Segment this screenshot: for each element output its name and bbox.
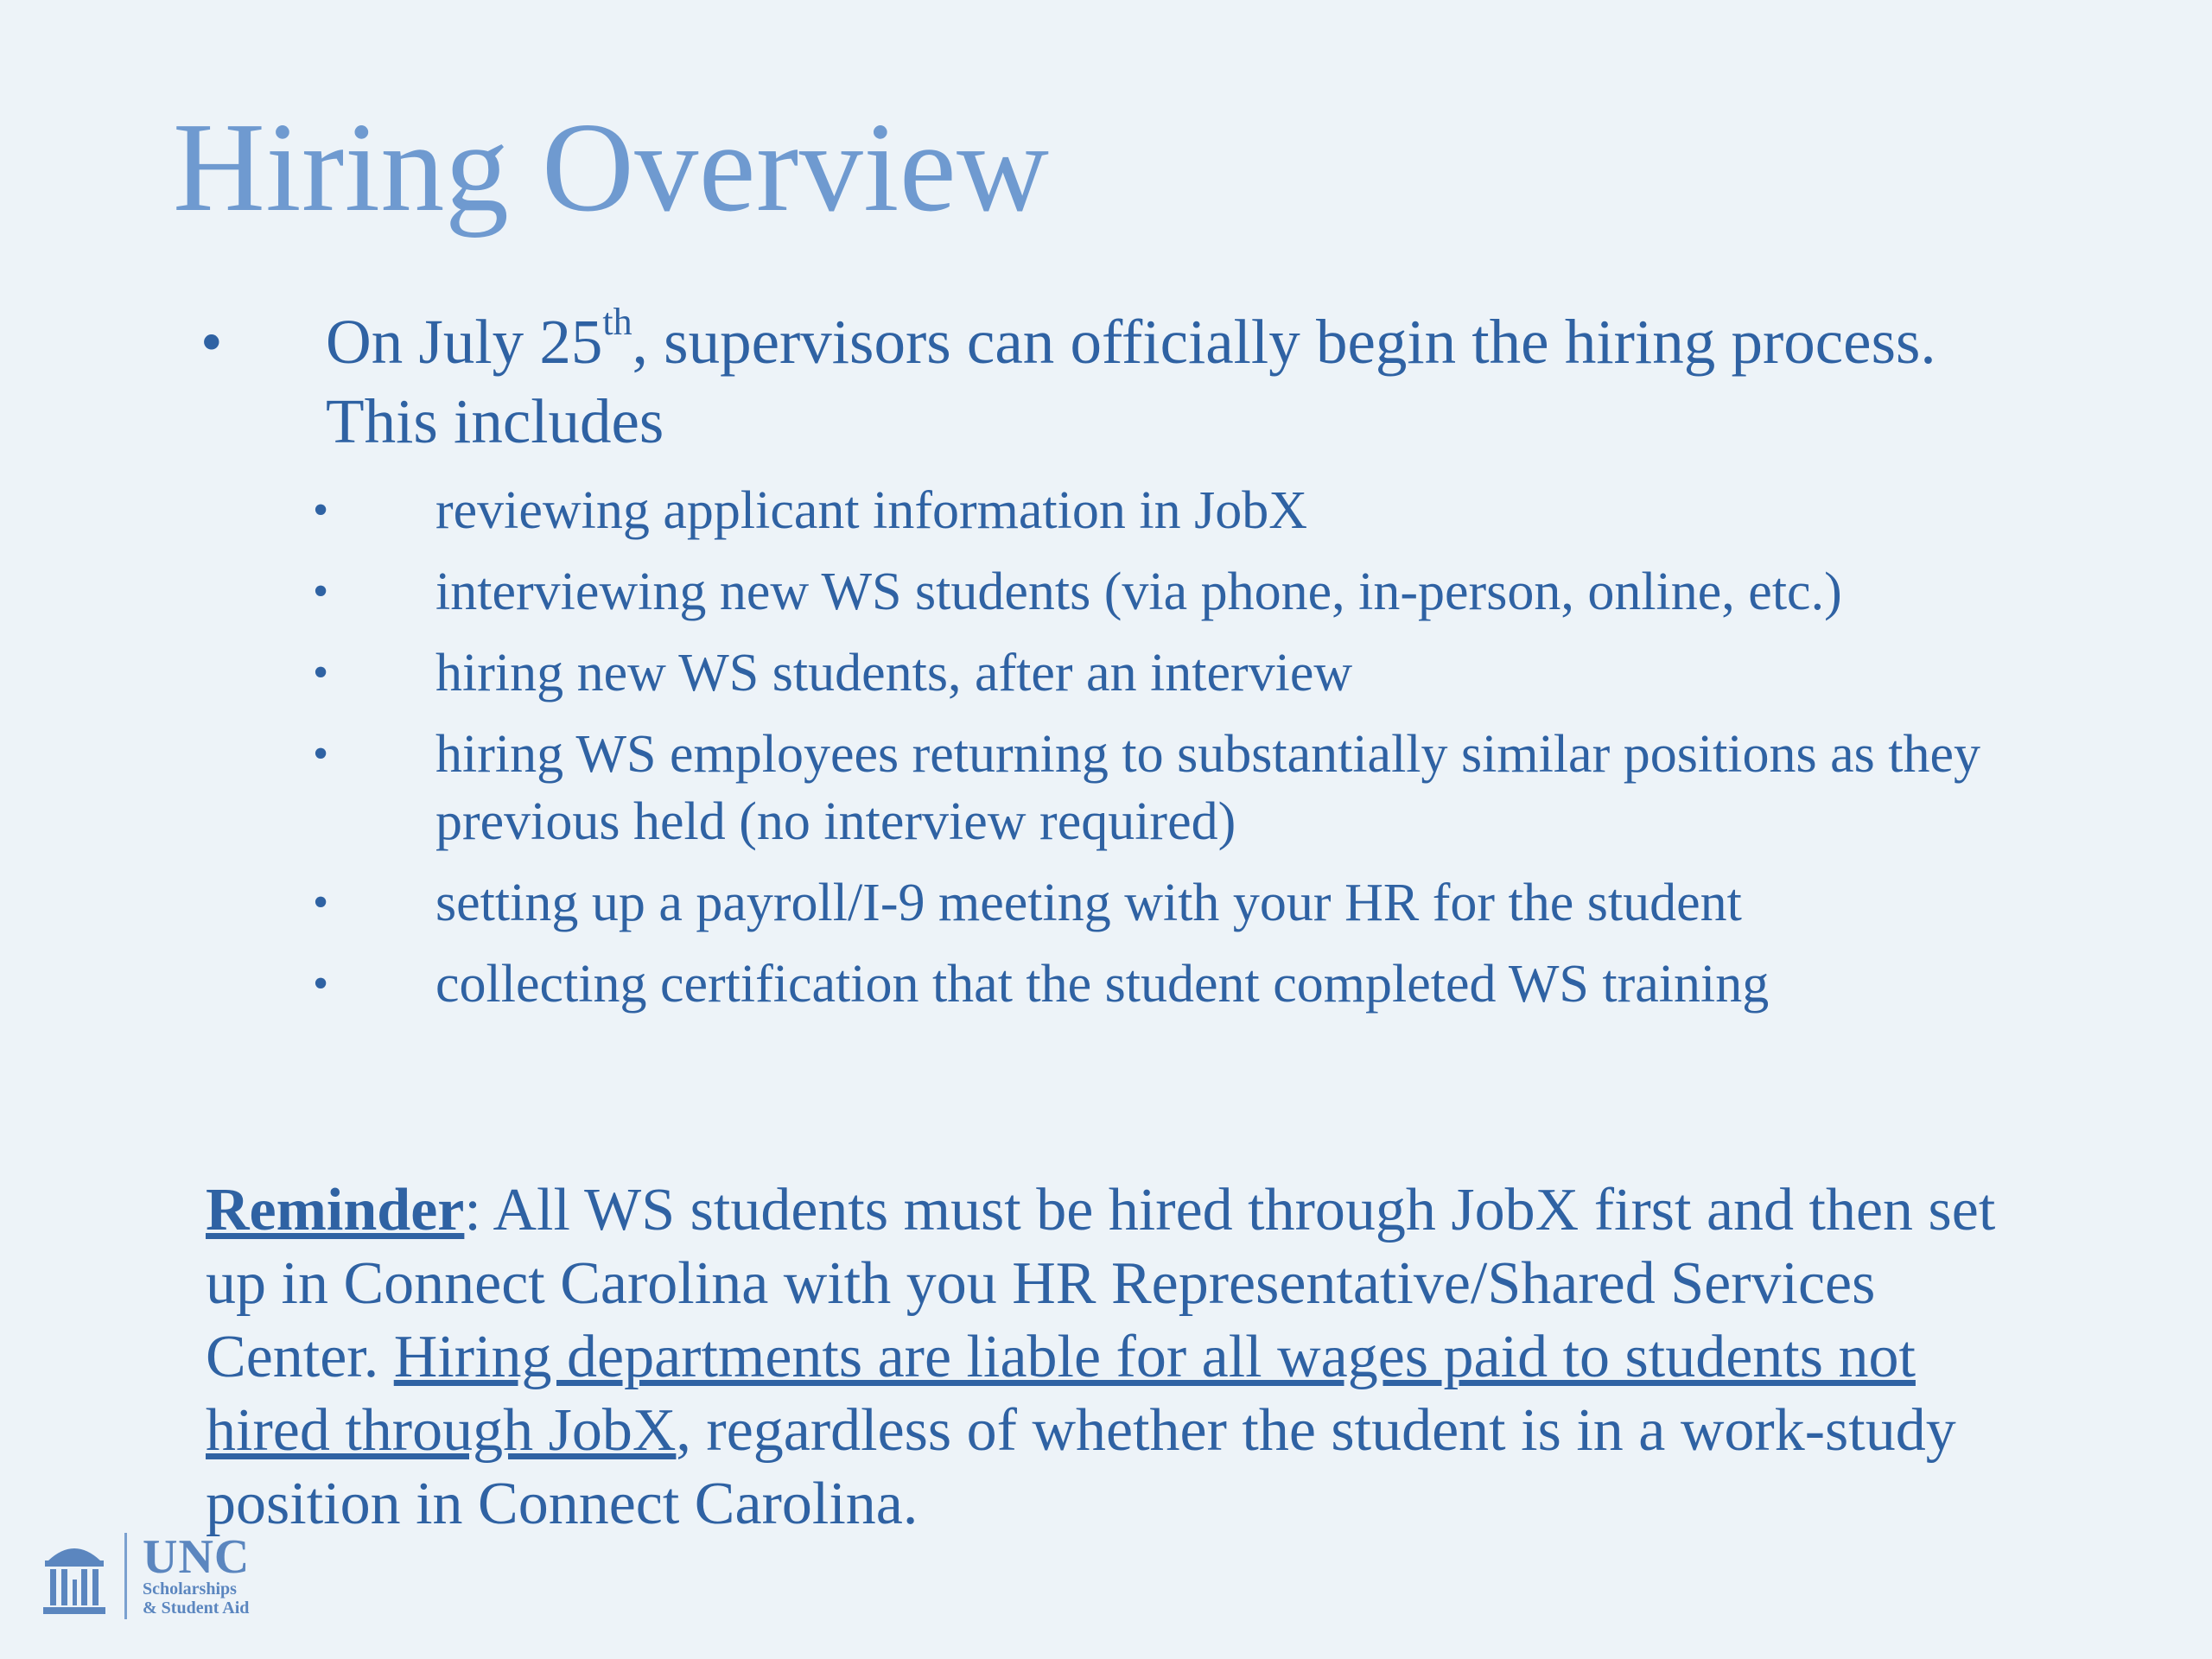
reminder-closing: , regardless of whether the student is in a work-study position in Connect Carolina.: [206, 1397, 1956, 1537]
old-well-icon: [41, 1535, 107, 1618]
main-bullet-marker: •: [200, 307, 223, 377]
sub-bullet-text: interviewing new WS students (via phone, in-person, online, etc.): [435, 563, 1842, 621]
sub-bullet-item: [313, 721, 2041, 855]
unc-logo: [41, 1531, 250, 1621]
logo-divider: [124, 1533, 127, 1619]
main-bullet-suffix: , supervisors can officially begin the hiring process. This includes: [326, 307, 1936, 456]
logo-line-2: & Student Aid: [143, 1599, 250, 1618]
reminder-body: : All WS students must be hired through JobX first and then set up in Connect Carolina with you HR Representative/Shared Services Center.: [206, 1177, 1996, 1390]
sub-bullet-text: reviewing applicant information in JobX: [435, 481, 1307, 540]
sub-bullet-marker: •: [313, 648, 329, 697]
sub-bullet-item: [313, 869, 2041, 937]
logo-wordmark: [143, 1530, 251, 1618]
sub-bullet-marker: •: [313, 567, 329, 616]
sub-bullet-marker: •: [313, 878, 329, 927]
main-bullet-prefix: On July 25: [326, 307, 603, 377]
sub-bullet-marker: •: [313, 959, 329, 1008]
sub-bullet-item: [313, 639, 2041, 707]
main-bullet-superscript: th: [602, 300, 632, 343]
sub-bullet-marker: •: [313, 486, 329, 535]
sub-bullet-item: [313, 950, 2041, 1018]
sub-bullet-marker: •: [313, 729, 329, 779]
slide-title: Hiring Overview: [173, 97, 1050, 238]
reminder-label: Reminder: [206, 1177, 465, 1243]
logo-unc-text: UNC: [143, 1530, 251, 1584]
sub-bullet-list: [313, 477, 2041, 1032]
main-bullet: [200, 302, 1946, 461]
sub-bullet-text: setting up a payroll/I-9 meeting with your HR for the student: [435, 874, 1742, 932]
main-bullet-text: [326, 302, 1946, 461]
liability-statement: Hiring departments are liable for all wages paid to students not hired through JobX: [206, 1324, 1916, 1464]
sub-bullet-item: [313, 558, 2041, 626]
logo-line-1: Scholarships: [143, 1580, 237, 1599]
sub-bullet-text: hiring new WS students, after an interview: [435, 644, 1353, 702]
sub-bullet-text: hiring WS employees returning to substantially similar positions as they previous held (no interview required): [435, 725, 1981, 851]
sub-bullet-text: collecting certification that the student completed WS training: [435, 955, 1770, 1014]
sub-bullet-item: [313, 477, 2041, 544]
reminder-paragraph: [206, 1173, 2055, 1541]
